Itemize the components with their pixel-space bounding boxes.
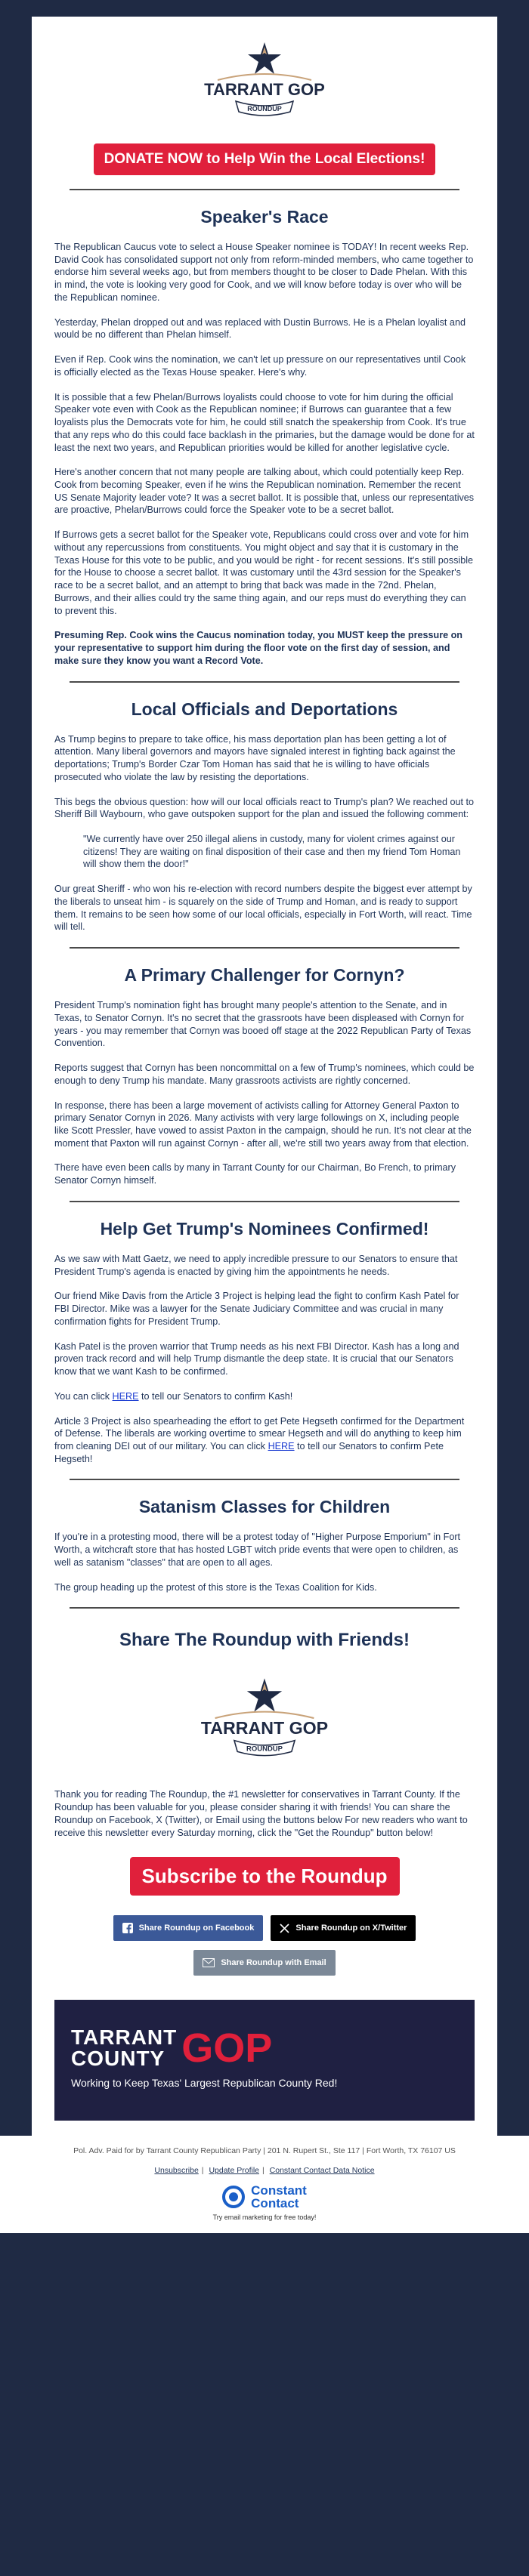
confirm-hegseth-link[interactable]: HERE: [268, 1441, 295, 1452]
section-title-local: Local Officials and Deportations: [131, 699, 398, 719]
logo-text: TARRANT GOP: [200, 1718, 329, 1738]
share-facebook-label: Share Roundup on Facebook: [138, 1924, 255, 1933]
text: Article 3 Project is also spearheading the effort to get Pete Hegseth confirmed for the Department of Defense. The liberals are working overtime to smear Hegseth and will do anything to keep him from cleaning DEI out of our military. You can click: [54, 1415, 465, 1452]
data-notice-link[interactable]: Constant Contact Data Notice: [269, 2166, 375, 2176]
cc-line2: Contact: [251, 2196, 299, 2211]
share-email-button[interactable]: [193, 1950, 335, 1976]
text: to tell our Senators to confirm Kash!: [138, 1390, 293, 1402]
cc-tagline: Try email marketing for free today!: [212, 2214, 317, 2222]
subscribe-button[interactable]: Subscribe to the Roundup: [130, 1857, 400, 1896]
paragraph: It is possible that a few Phelan/Burrows loyalists could choose to vote for him during the official Speaker vote even with Cook as the Republican nominee; if Burrows can guarantee that a few loyalists plus the Democrats vote for him, he could still snatch the speakership from Cook. It's true that any reps who do this could face backlash in the primaries, but the damage would be done for at least the next two years, and Republican priorities would be killed for another legislative cycle.: [54, 391, 475, 453]
paragraph: As Trump begins to prepare to take office, his mass deportation plan has been getting a lot of attention. Many liberal governors and mayors have signaled interest in fighting back against the deportations; Trump's Border Czar Tom Homan has said that he is willing to have officials prosecuted who violate the law by resisting the deportations.: [54, 733, 456, 782]
section-title-nominees: Help Get Trump's Nominees Confirmed!: [100, 1218, 429, 1239]
paragraph: If Burrows gets a secret ballot for the Speaker vote, Republicans could cross over and vote for him without any repercussions from constituents. You might object and say that it is customary in the Texas House for this vote to be public, and you would be right - for recent sessions. It's still possible for the House to choose a secret ballot. It was customary until the 43rd session for the Speaker's race to be a secret ballot, and an attempt to bring that back was made in the 72nd. Phelan, Burrows, and their allies could try the same thing again, and our reps must do everything they can to prevent this.: [54, 529, 474, 616]
paragraph: Kash Patel is the proven warrior that Trump needs as his next FBI Director. Kash has a long and proven track record and will help Trump dismantle the deep state. It is crucial that our Senators know that we want Kash to be confirmed.: [54, 1340, 459, 1377]
tarrant-gop-roundup-logo: [193, 1674, 336, 1761]
divider: [70, 1201, 459, 1202]
text: to tell our Senators to confirm Pete Hegseth!: [54, 1441, 444, 1464]
social-share-row: [54, 1915, 475, 1941]
share-title: Share The Roundup with Friends!: [119, 1630, 410, 1651]
confirm-kash-link[interactable]: HERE: [112, 1390, 139, 1402]
section-title-satanism: Satanism Classes for Children: [138, 1497, 391, 1517]
facebook-icon: [122, 1923, 133, 1933]
paragraph: President Trump's nomination fight has brought many people's attention to the Senate, and in Texas, to Senator Cornyn. It's no secret that the grassroots have been displeased with Cornyn for years - you may remember that Cornyn was booed off stage at the 2022 Republican Party of Texas Convention.: [54, 1000, 472, 1049]
logo-text: TARRANT GOP: [204, 80, 325, 99]
banner-tagline: Working to Keep Texas' Largest Republican County Red!: [71, 2077, 338, 2090]
paragraph-with-link: [54, 1390, 475, 1403]
paragraph: This begs the obvious question: how will our local officials react to Trump's plan? We reached out to Sheriff Bill Waybourn, who gave outspoken support for the plan and issued the following comment:: [54, 796, 474, 820]
paragraph: Our great Sheriff - who won his re-election with record numbers despite the biggest ever attempt by the liberals to unseat him - is squarely on the side of Trump and Homan, and is ready to support them. It remains to be seen how some of our local officials, especially in Fort Worth, will react. Time will tell.: [54, 884, 472, 933]
logo-subtext: ROUNDUP: [247, 105, 282, 113]
donate-button[interactable]: DONATE NOW to Help Win the Local Elections!: [94, 143, 436, 175]
x-icon: [280, 1924, 289, 1933]
section-title-cornyn: A Primary Challenger for Cornyn?: [124, 965, 405, 986]
divider: [70, 189, 459, 190]
paragraph-bold: [54, 629, 475, 667]
cc-line1: Constant: [251, 2183, 307, 2198]
constant-contact-logo[interactable]: [222, 2184, 307, 2210]
divider: [70, 1607, 459, 1609]
share-x-button[interactable]: [271, 1915, 416, 1941]
section-title-speaker: Speaker's Race: [200, 207, 329, 227]
paragraph: In response, there has been a large movement of activists calling for Attorney General Paxton to primary Senator Cornyn in 2026. Many activists with very large followings on X, including people like Scott Pressler, have vowed to assist Paxton in the campaign, should he run. It's not clear at the moment that Paxton will run against Cornyn - after all, we're still two years away from that election.: [54, 1100, 472, 1149]
paragraph: Even if Rep. Cook wins the nomination, we can't let up pressure on our representatives until Cook is officially elected as the Texas House speaker. Here's why.: [54, 354, 466, 378]
constant-contact-icon: [222, 2186, 245, 2208]
unsubscribe-link[interactable]: Unsubscribe: [154, 2166, 199, 2176]
paragraph: If you're in a protesting mood, there will be a protest today of "Higher Purpose Emporium" in Fort Worth, a witchcraft store that has hosted LGBT witch pride events that were open to children, as well as satanism "classes" that are open to all ages.: [54, 1532, 461, 1568]
banner-county-line2: COUNTY: [71, 2047, 166, 2071]
paragraph: The Republican Caucus vote to select a House Speaker nominee is TODAY! In recent weeks Rep. David Cook has consolidated support not only from reform-minded members, who came together to endorse him several weeks ago, but from members thought to be closer to Dade Phelan. With this in mind, the vote is looking very good for Cook, and we will know before today is over who will be the Republican nominee.: [54, 242, 474, 303]
paragraph: There have even been calls by many in Tarrant County for our Chairman, Bo French, to primary Senator Cornyn himself.: [54, 1162, 456, 1186]
paragraph: Yesterday, Phelan dropped out and was replaced with Dustin Burrows. He is a Phelan loyalist and would be no different than Phelan himself.: [54, 316, 466, 341]
share-facebook-button[interactable]: [113, 1915, 264, 1941]
paid-for-disclaimer: Pol. Adv. Paid for by Tarrant County Republican Party | 201 N. Rupert St., Ste 117 | Fort Worth, TX 76107 US: [73, 2146, 456, 2156]
share-email-label: Share Roundup with Email: [221, 1958, 326, 1968]
text: You can click: [54, 1390, 113, 1402]
newsletter-card: [32, 17, 497, 2136]
paragraph: The group heading up the protest of this store is the Texas Coalition for Kids.: [54, 1581, 377, 1593]
paragraph: As we saw with Matt Gaetz, we need to apply incredible pressure to our Senators to ensure that President Trump's agenda is enacted by giving him the appointments he needs.: [54, 1253, 458, 1277]
paragraph: Reports suggest that Cornyn has been noncommittal on a few of Trump's nominees, which could be enough to deny Trump his mandate. Many grassroots activists are rightly concerned.: [54, 1063, 475, 1086]
divider: [70, 681, 459, 683]
sheriff-quote: "We currently have over 250 illegal aliens in custody, many for violent crimes against our citizens! They are waiting on final disposition of their case and then my friend Tom Homan will show them the door!": [83, 833, 461, 870]
envelope-icon: [203, 1958, 215, 1967]
logo-subtext: ROUNDUP: [246, 1745, 283, 1754]
banner-county-line1: TARRANT: [71, 2025, 178, 2050]
divider: [70, 1479, 459, 1480]
update-profile-link[interactable]: Update Profile: [209, 2166, 259, 2176]
paragraph: Our friend Mike Davis from the Article 3 Project is helping lead the fight to confirm Kash Patel for FBI Director. Mike was a lawyer for the Senate Judiciary Committee and was crucial in many confirmation fights for President Trump.: [54, 1291, 459, 1327]
paragraph-with-link: [54, 1415, 475, 1466]
divider: [70, 947, 459, 949]
tarrant-gop-roundup-logo: [196, 38, 333, 121]
bold-text: Presuming Rep. Cook wins the Caucus nomination today, you MUST keep the pressure on your representative to support him during the floor vote on the first day of session, and make sure they know you want a Record Vote.: [54, 630, 462, 666]
paragraph: Here's another concern that not many people are talking about, which could potentially keep Rep. Cook from becoming Speaker, even if he wins the Republican nomination. Remember the recent US Senate Majority leader vote? It was a secret ballot. It is possible that, unless our representatives are proactive, Phelan/Burrows could force the Speaker vote to be a secret ballot.: [54, 467, 475, 516]
email-footer: Pol. Adv. Paid for by Tarrant County Republican Party | 201 N. Rupert St., Ste 117 | Fort Worth, TX 76107 US Unsubscribe | Update Profile | Constant Contact Data Notice Constant Contact Try email marketing for free today!: [0, 2136, 529, 2233]
share-text: Thank you for reading The Roundup, the #1 newsletter for conservatives in Tarrant County. If the Roundup has been valuable for you, please consider sharing it with friends! You can share the Roundup on Facebook, X (Twitter), or Email using the buttons below For new readers who want to receive this newsletter every Saturday morning, click the "Get the Roundup" button below!: [54, 1789, 468, 1838]
banner-gop-logo: GOP: [181, 2025, 273, 2072]
share-x-label: Share Roundup on X/Twitter: [295, 1924, 407, 1933]
tarrant-county-gop-banner: [54, 2000, 475, 2121]
